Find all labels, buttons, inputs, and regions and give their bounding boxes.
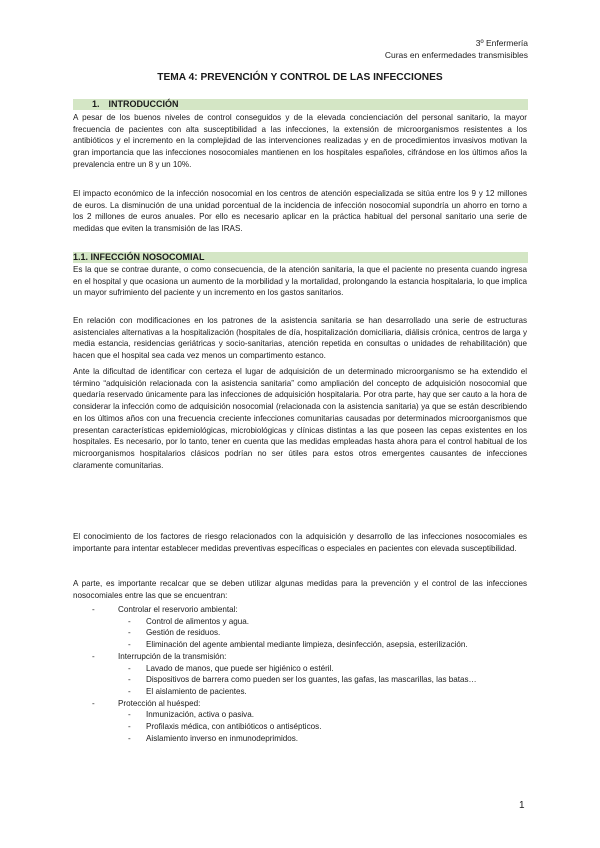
section-label: INTRODUCCIÓN bbox=[108, 99, 179, 109]
measure-item: - Profilaxis médica, con antibióticos o antisépticos. bbox=[73, 721, 527, 733]
section-number: 1. bbox=[92, 99, 100, 109]
section-heading-introduction bbox=[73, 99, 528, 110]
measure-item: - Eliminación del agente ambiental mediante limpieza, desinfección, asepsia, esterilización. bbox=[73, 639, 527, 651]
measure-item: - Lavado de manos, que puede ser higiénico o estéril. bbox=[73, 663, 527, 675]
section-label: 1.1. INFECCIÓN NOSOCOMIAL bbox=[73, 252, 205, 262]
page-title: TEMA 4: PREVENCIÓN Y CONTROL DE LAS INFECCIONES bbox=[157, 72, 443, 83]
intro-paragraph-1: A pesar de los buenos niveles de control conseguidos y de la elevada concienciación del personal sanitario, la mayor frecuencia de pacientes con alta susceptibilidad a las infecciones, la extensión de microorganismos resistentes a los antibióticos y el incremento en la complejidad de las intervenciones realizadas y en de procedimientos invasivos motivan la gran importancia que las infecciones nosocomiales mantienen en los hospitales españoles, cifrándose en los últimos años la prevalencia entre un 8 y un 10%. bbox=[73, 113, 527, 169]
measure-group-label: - Protección al huésped: bbox=[73, 698, 527, 710]
measure-item: - Aislamiento inverso en inmunodeprimidos. bbox=[73, 733, 527, 745]
measure-item: - El aislamiento de pacientes. bbox=[73, 686, 527, 698]
measure-group-label: - Controlar el reservorio ambiental: bbox=[73, 604, 527, 616]
header-course-year: 3º Enfermería bbox=[475, 38, 528, 48]
header-subject: Curas en enfermedades transmisibles bbox=[384, 50, 528, 60]
nosocomial-paragraph-3: Ante la dificultad de identificar con certeza el lugar de adquisición de un determinado microorganismo se ha extendido el término “adquisición relacionada con la asistencia sanitaria” como ampliación del concepto de adquisición nosocomial que quedaría reservado únicamente para las infecciones de adquisición hospitalaria. Por otra parte, hay que ser cauto a la hora de considerar la infección como de adquisición nosocomial (relacionada con la asistencia sanitaria) ya que se están describiendo en los últimos años con una frecuencia creciente infecciones comunitarias causadas por determinados microorganismos que presentan características epidemiológicas, microbiológicas y clínicas distintas a las que poseen las cepas existentes en los hospitales. Es necesario, por lo tanto, tener en cuenta que las medidas empleadas hasta ahora para el control habitual de los microorganismos hospitalarios clásicos podrían no ser útiles para estos otros emergentes causantes de infecciones claramente comunitarias. bbox=[73, 367, 527, 470]
page-number: 1 bbox=[519, 800, 525, 811]
intro-paragraph-2: El impacto económico de la infección nosocomial en los centros de atención especializada se sitúa entre los 9 y 12 millones de euros. La disminución de una unidad porcentual de la incidencia de infección nosocomial supondría un ahorro en torno a los 2 millones de euros anuales. Por ello es necesario aplicar en la práctica habitual del personal sanitario una serie de medidas que eviten la transmisión de las IRAS. bbox=[73, 189, 527, 234]
measure-group-label: - Interrupción de la transmisión: bbox=[73, 651, 527, 663]
nosocomial-paragraph-1: Es la que se contrae durante, o como consecuencia, de la atención sanitaria, la que el paciente no presenta cuando ingresa en el hospital y que ocasiona un aumento de la morbilidad y la mortalidad, prolongando la estancia hospitalaria, lo que implica un mayor sufrimiento del paciente y un incremento en los gastos sanitarios. bbox=[73, 265, 527, 298]
nosocomial-paragraph-2: En relación con modificaciones en los patrones de la asistencia sanitaria se han desarrollado una serie de estructuras asistenciales alternativas a la hospitalización (hospitales de día, hospitalización domiciliaria, diálisis crónica, centros de larga y media estancia, residencias geriátricas y socio-sanitarias, atención repetida en consultas o unidades de rehabilitación) que hacen que el hospital sea cada vez menos un compartimento estanco. bbox=[73, 316, 527, 361]
measure-item: - Dispositivos de barrera como pueden ser los guantes, las gafas, las mascarillas, las batas… bbox=[73, 674, 527, 686]
measure-item: - Control de alimentos y agua. bbox=[73, 616, 527, 628]
measure-item: - Gestión de residuos. bbox=[73, 627, 527, 639]
prevention-measures-list bbox=[73, 604, 527, 744]
nosocomial-paragraph-4: El conocimiento de los factores de riesgo relacionados con la adquisición y desarrollo de las infecciones nosocomiales es importante para intentar establecer medidas preventivas específicas o especiales en pacientes con elevada susceptibilidad. bbox=[73, 532, 527, 553]
measure-item: - Inmunización, activa o pasiva. bbox=[73, 709, 527, 721]
nosocomial-paragraph-5: A parte, es importante recalcar que se deben utilizar algunas medidas para la prevención y el control de las infecciones nosocomiales entre las que se encuentran: bbox=[73, 579, 527, 600]
section-heading-nosocomial bbox=[73, 252, 528, 263]
